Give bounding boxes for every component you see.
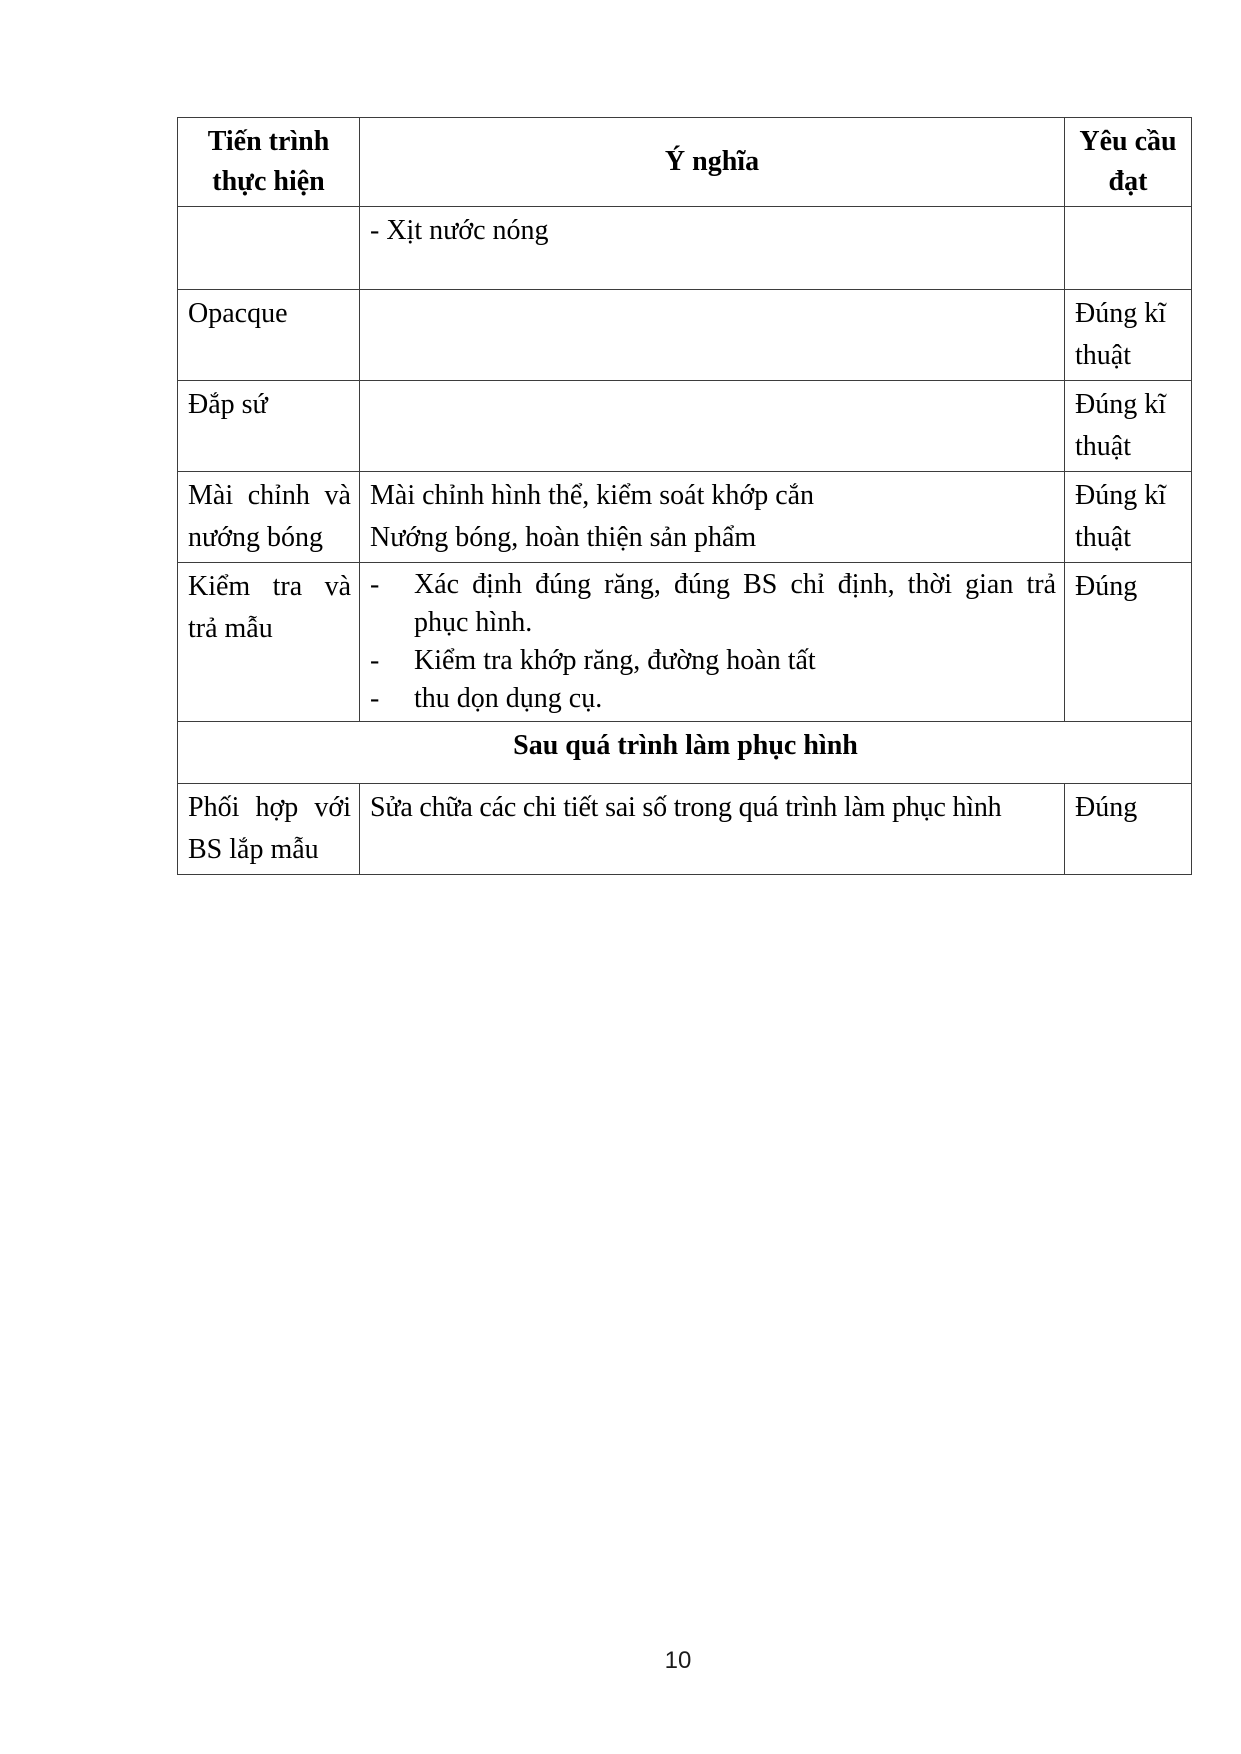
process-cell: Mài chỉnh và nướng bóng xyxy=(178,472,360,563)
bullet-text: Kiểm tra khớp răng, đường hoàn tất xyxy=(414,645,816,676)
section-header: Sau quá trình làm phục hình xyxy=(178,722,1192,784)
bullet-dash: - xyxy=(370,569,380,600)
bullet-list xyxy=(370,566,1056,718)
bullet-text: Xác định đúng răng, đúng BS chỉ định, thời gian trả phục hình. xyxy=(414,569,1056,638)
process-cell: Đắp sứ xyxy=(178,381,360,472)
section-header-row xyxy=(178,722,1192,784)
requirement-cell: Đúng kĩ thuật xyxy=(1065,290,1192,381)
column-header-requirement: Yêu cầu đạt xyxy=(1065,118,1192,207)
page-number: 10 xyxy=(664,1647,692,1674)
bullet-dash: - xyxy=(370,683,380,714)
requirement-cell: Đúng xyxy=(1065,563,1192,722)
requirement-cell: Đúng kĩ thuật xyxy=(1065,381,1192,472)
empty-cell xyxy=(360,381,1065,472)
column-header-meaning: Ý nghĩa xyxy=(360,118,1065,207)
table-row xyxy=(178,207,1192,290)
process-cell: Kiểm tra và trả mẫu xyxy=(178,563,360,722)
meaning-line: Nướng bóng, hoàn thiện sản phẩm xyxy=(370,522,757,553)
bullet-dash: - xyxy=(370,645,380,676)
procedure-table xyxy=(177,117,1192,875)
empty-cell xyxy=(360,290,1065,381)
requirement-cell: Đúng xyxy=(1065,784,1192,875)
bullet-item xyxy=(370,680,1056,718)
empty-cell xyxy=(178,207,360,290)
table-row xyxy=(178,784,1192,875)
table-header-row xyxy=(178,118,1192,207)
table-row xyxy=(178,563,1192,722)
table-row xyxy=(178,472,1192,563)
bullet-text: thu dọn dụng cụ. xyxy=(414,683,603,714)
table-row xyxy=(178,381,1192,472)
meaning-line: Mài chỉnh hình thể, kiểm soát khớp cắn xyxy=(370,480,815,511)
process-cell: Opacque xyxy=(178,290,360,381)
process-cell: Phối hợp với BS lắp mẫu xyxy=(178,784,360,875)
empty-cell xyxy=(1065,207,1192,290)
column-header-process: Tiến trình thực hiện xyxy=(178,118,360,207)
bullet-item xyxy=(370,642,1056,680)
bullet-item xyxy=(370,566,1056,642)
table-row xyxy=(178,290,1192,381)
meaning-line: Sửa chữa các chi tiết sai số trong quá trình làm phục hình xyxy=(370,792,1002,823)
meaning-line: - Xịt nước nóng xyxy=(370,215,549,246)
requirement-cell: Đúng kĩ thuật xyxy=(1065,472,1192,563)
